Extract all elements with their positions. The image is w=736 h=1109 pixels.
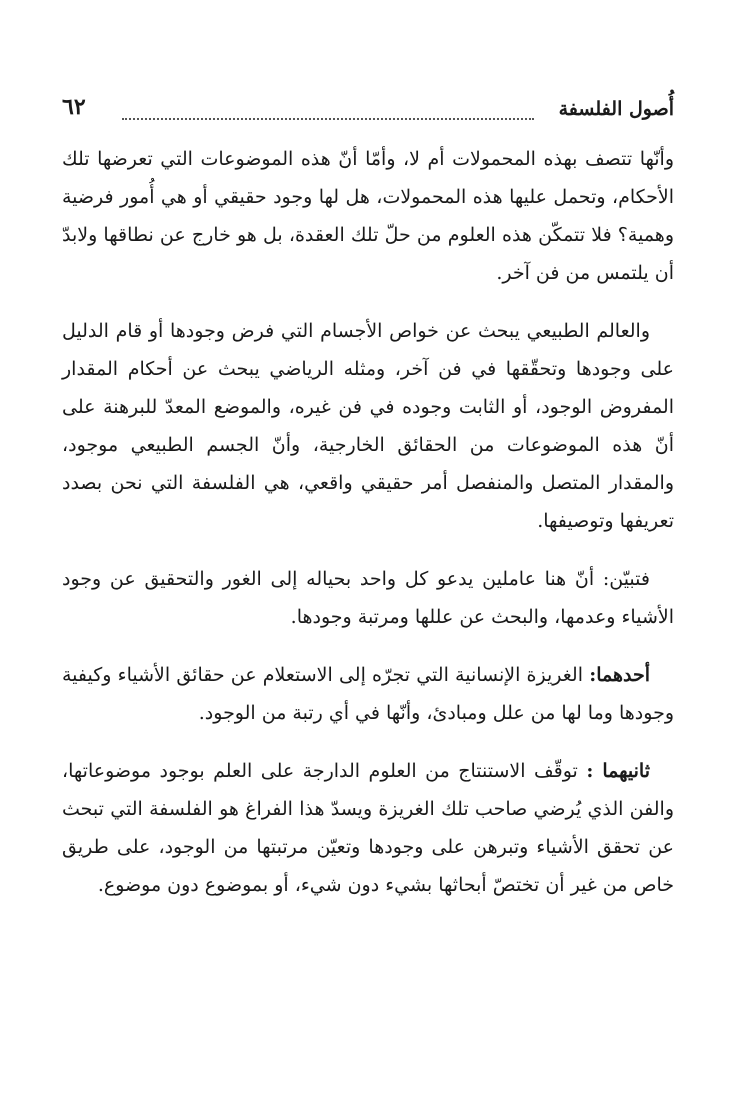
paragraph <box>62 752 674 904</box>
body-text <box>62 140 674 924</box>
paragraph-text: توقّف الاستنتاج من العلوم الدارجة على العلم بوجود موضوعاتها، والفن الذي يُرضي صاحب تلك الغريزة ويسدّ هذا الفراغ هو الفلسفة التي تبحث عن تحقق الأشياء وتبرهن على وجودها وتعيّن مرتبتها من الوجود، على طريق خاص من غير أن تختصّ أبحاثها بشيء دون شيء، أو بموضوع دون موضوع. <box>62 760 674 896</box>
paragraph-text: والعالم الطبيعي يبحث عن خواص الأجسام التي فرض وجودها أو قام الدليل على وجودها وتحقّقها في فن آخر، ومثله الرياضي يبحث عن أحكام المقدار المفروض الوجود، أو الثابت وجوده في فن غيره، والموضع المعدّ للبرهنة على أنّ هذه الموضوعات من الحقائق الخارجية، وأنّ الجسم الطبيعي موجود، والمقدار المتصل والمنفصل أمر حقيقي واقعي، هي الفلسفة التي نحن بصدد تعريفها وتوصيفها. <box>62 320 674 532</box>
paragraph-text: الغريزة الإنسانية التي تجرّه إلى الاستعلام عن حقائق الأشياء وكيفية وجودها وما لها من علل ومبادئ، وأنّها في أي رتبة من الوجود. <box>62 664 674 724</box>
paragraph <box>62 656 674 732</box>
paragraph-text: فتبيّن: أنّ هنا عاملين يدعو كل واحد بحياله إلى الغور والتحقيق عن وجود الأشياء وعدمها، والبحث عن عللها ومرتبة وجودها. <box>62 568 674 628</box>
paragraph-lead: ثانيهما : <box>586 760 650 782</box>
paragraph-text: وأنّها تتصف بهذه المحمولات أم لا، وأمّا أنّ هذه الموضوعات التي تعرضها تلك الأحكام، وتحمل عليها هذه المحمولات، هل لها وجود حقيقي أو هي أُمور فرضية وهمية؟ فلا تتمكّن هذه العلوم من حلّ تلك العقدة، بل هو خارج عن نطاقها ولابدّ أن يلتمس من فن آخر. <box>62 148 674 284</box>
header-dot-leader <box>122 118 534 120</box>
page-number: ٦٢ <box>62 94 86 120</box>
running-title: أُصول الفلسفة <box>558 98 674 120</box>
paragraph <box>62 312 674 540</box>
paragraph <box>62 140 674 292</box>
paragraph <box>62 560 674 636</box>
paragraph-lead: أحدهما: <box>589 664 650 686</box>
running-header <box>62 90 674 130</box>
